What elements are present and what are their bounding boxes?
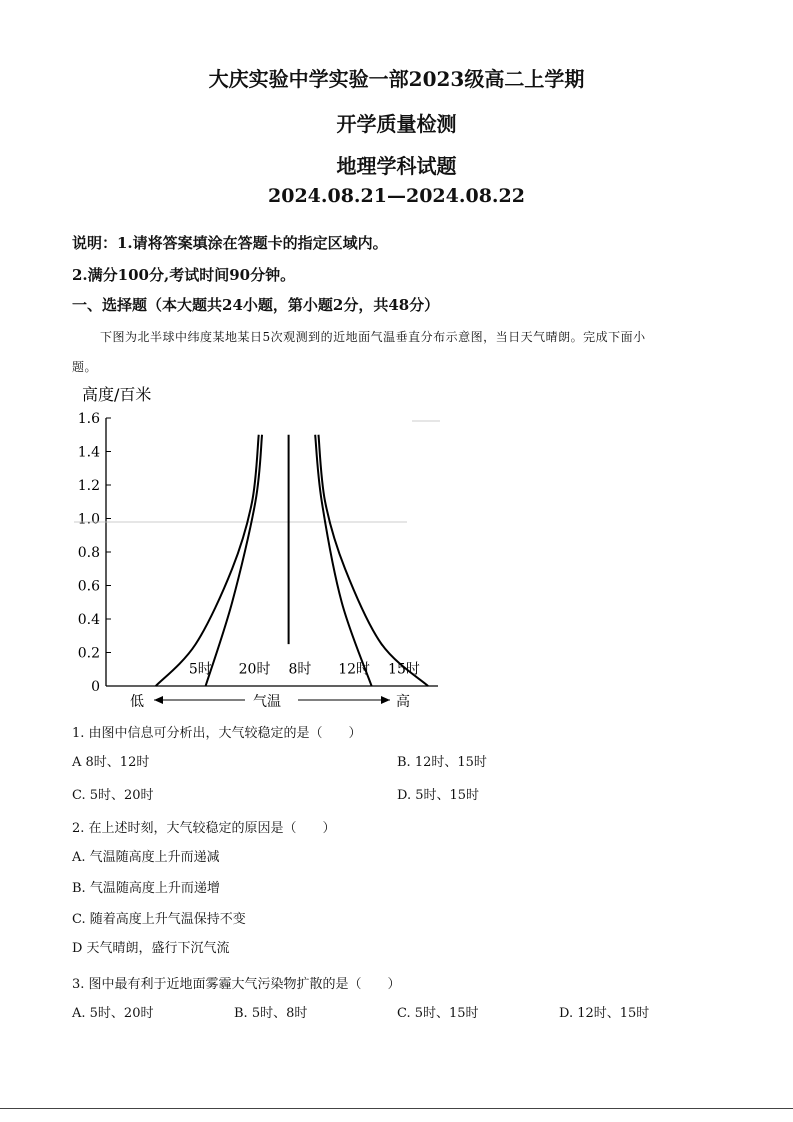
curve-4	[315, 435, 371, 686]
exam-title-line3: 地理学科试题	[336, 154, 457, 178]
intro-line2: 题。	[72, 360, 98, 374]
y-tick-label: 1.2	[77, 478, 100, 494]
curve-2	[206, 435, 262, 686]
y-axis-label: 高度/百米	[82, 385, 152, 404]
curve-5	[318, 435, 428, 686]
intro-line1: 下图为北半球中纬度某地某日5次观测到的近地面气温垂直分布示意图，当日天气晴朗。完成下面小	[100, 330, 646, 344]
note-line1: 说明：1.请将答案填涂在答题卡的指定区域内。	[72, 234, 388, 252]
x-high-label: 高	[396, 694, 410, 710]
y-tick-label: 1.4	[77, 444, 100, 461]
series-label: 15时	[388, 661, 420, 678]
series-label: 5时	[188, 661, 212, 678]
series-label: 20时	[238, 661, 271, 678]
question-stem: 1. 由图中信息可分析出，大气较稳定的是（ ）	[72, 726, 362, 741]
series-label: 8时	[288, 661, 312, 678]
page-bottom-rule	[0, 1108, 793, 1109]
x-low-label: 低	[130, 694, 144, 710]
option-a[interactable]: A. 气温随高度上升而递减	[72, 850, 220, 865]
y-tick-label: 0.4	[77, 612, 100, 628]
option-d[interactable]: D. 12时、15时	[559, 1006, 650, 1021]
option-d[interactable]: D. 5时、15时	[397, 788, 480, 803]
series-label: 12时	[338, 661, 371, 678]
option-c[interactable]: C. 5时、20时	[72, 788, 154, 803]
option-b[interactable]: B. 12时、15时	[397, 755, 487, 770]
y-tick-label: 0.2	[77, 645, 100, 662]
option-b[interactable]: B. 气温随高度上升而递增	[72, 881, 220, 896]
y-tick-label: 0.8	[77, 545, 100, 561]
exam-date: 2024.08.21—2024.08.22	[268, 185, 525, 207]
option-c[interactable]: C. 随着高度上升气温保持不变	[72, 912, 246, 927]
section-heading: 一、选择题（本大题共24小题，第小题2分，共48分）	[72, 296, 440, 314]
option-a[interactable]: A. 5时、20时	[72, 1006, 154, 1021]
exam-title-line2: 开学质量检测	[336, 112, 457, 136]
y-tick-label: 0	[91, 679, 100, 695]
option-b[interactable]: B. 5时、8时	[234, 1006, 308, 1021]
question-stem: 2. 在上述时刻，大气较稳定的原因是（ ）	[72, 821, 336, 836]
temperature-profile-chart	[60, 380, 460, 715]
note-line2: 2.满分100分,考试时间90分钟。	[72, 266, 296, 284]
question-stem: 3. 图中最有利于近地面雾霾大气污染物扩散的是（ ）	[72, 977, 401, 992]
option-c[interactable]: C. 5时、15时	[397, 1006, 479, 1021]
y-tick-label: 1.6	[77, 411, 100, 427]
y-tick-label: 1.0	[77, 511, 100, 528]
y-tick-label: 0.6	[77, 578, 100, 595]
exam-title-line1: 大庆实验中学实验一部2023级高二上学期	[208, 67, 585, 91]
x-axis-label: 气温	[253, 694, 281, 710]
arrow-left-head	[154, 696, 163, 704]
arrow-right-head	[381, 696, 390, 704]
option-d[interactable]: D 天气晴朗，盛行下沉气流	[72, 941, 230, 956]
option-a[interactable]: A 8时、12时	[72, 755, 150, 770]
